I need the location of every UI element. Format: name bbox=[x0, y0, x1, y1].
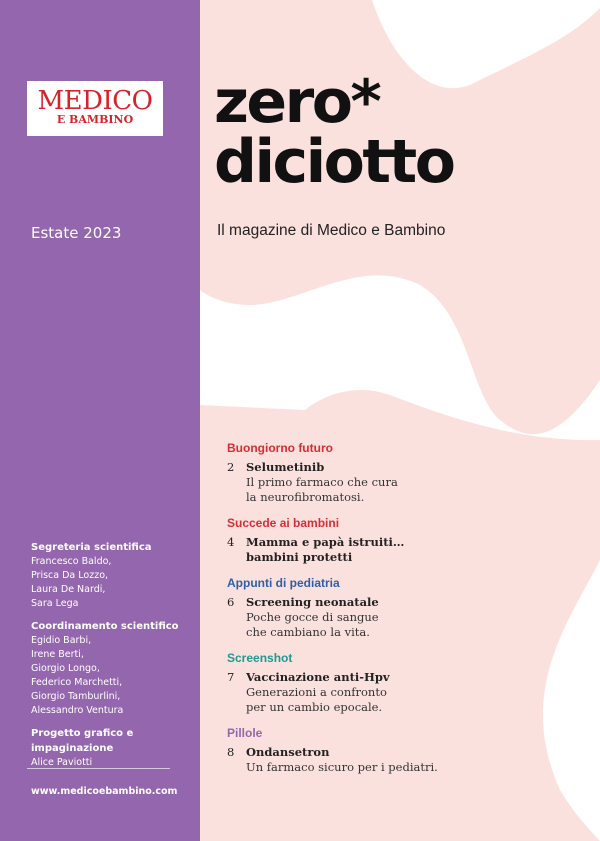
credit-name: Irene Berti, bbox=[31, 649, 84, 660]
title-line-1: zero* bbox=[214, 67, 380, 137]
website-link[interactable]: www.medicoebambino.com bbox=[31, 786, 178, 797]
toc-page-number: 7 bbox=[227, 670, 235, 684]
toc-section bbox=[227, 650, 577, 715]
toc-entry[interactable] bbox=[227, 595, 577, 640]
logo-wordmark-top: MEDICO bbox=[37, 86, 153, 116]
credit-name: Sara Lega bbox=[31, 598, 79, 609]
sidebar-divider bbox=[27, 768, 170, 769]
toc-entry-description: Poche gocce di sangue che cambiano la vita. bbox=[246, 610, 379, 639]
toc-page-number: 8 bbox=[227, 745, 235, 759]
toc-section-title: Succede ai bambini bbox=[227, 516, 340, 530]
toc-entry-description: Generazioni a confronto per un cambio epocale. bbox=[246, 685, 387, 714]
toc-entry-title: Mamma e papà istruiti… bambini protetti bbox=[246, 535, 405, 564]
table-of-contents bbox=[227, 440, 577, 785]
credit-heading: Coordinamento scientifico bbox=[31, 621, 179, 632]
toc-entry[interactable] bbox=[227, 535, 577, 565]
toc-entry-title: Vaccinazione anti-Hpv bbox=[246, 670, 390, 684]
toc-entry-title: Screening neonatale bbox=[246, 595, 379, 609]
toc-section-title: Buongiorno futuro bbox=[227, 441, 333, 455]
credit-name: Giorgio Tamburlini, bbox=[31, 691, 121, 702]
credit-name: Alessandro Ventura bbox=[31, 705, 124, 716]
credit-block bbox=[31, 619, 196, 718]
logo-wordmark-bottom: E BAMBINO bbox=[56, 113, 134, 126]
toc-section-title: Appunti di pediatria bbox=[227, 576, 340, 590]
credit-block bbox=[31, 540, 196, 611]
blush-shape-top bbox=[200, 0, 600, 434]
credit-name: Federico Marchetti, bbox=[31, 677, 123, 688]
toc-entry-title: Selumetinib bbox=[246, 460, 325, 474]
sidebar bbox=[0, 0, 200, 841]
toc-page-number: 6 bbox=[227, 595, 235, 609]
magazine-title bbox=[214, 67, 574, 197]
toc-page-number: 4 bbox=[227, 535, 235, 549]
toc-entry[interactable] bbox=[227, 670, 577, 715]
publisher-logo bbox=[27, 81, 163, 136]
credit-block bbox=[31, 726, 196, 770]
tagline: Il magazine di Medico e Bambino bbox=[217, 222, 446, 239]
title-line-2: diciotto bbox=[214, 127, 454, 197]
credit-name: Egidio Barbi, bbox=[31, 635, 92, 646]
toc-entry[interactable] bbox=[227, 460, 577, 505]
credit-name: Giorgio Longo, bbox=[31, 663, 100, 674]
toc-section-title: Screenshot bbox=[227, 651, 293, 665]
toc-entry-description: Un farmaco sicuro per i pediatri. bbox=[246, 760, 438, 774]
toc-section bbox=[227, 725, 577, 775]
credit-name: Laura De Nardi, bbox=[31, 584, 106, 595]
credit-heading: Progetto grafico e impaginazione bbox=[31, 728, 134, 754]
toc-entry-description: Il primo farmaco che cura la neurofibromatosi. bbox=[246, 475, 398, 504]
toc-section bbox=[227, 440, 577, 505]
credit-name: Alice Paviotti bbox=[31, 757, 93, 768]
toc-entry-title: Ondansetron bbox=[246, 745, 330, 759]
credit-name: Francesco Baldo, bbox=[31, 556, 112, 567]
toc-section bbox=[227, 575, 577, 640]
toc-page-number: 2 bbox=[227, 460, 235, 474]
credit-heading: Segreteria scientifica bbox=[31, 542, 152, 553]
credits bbox=[31, 540, 196, 778]
toc-entry[interactable] bbox=[227, 745, 577, 775]
toc-section bbox=[227, 515, 577, 565]
credit-name: Prisca Da Lozzo, bbox=[31, 570, 109, 581]
issue-season: Estate 2023 bbox=[31, 224, 122, 242]
toc-section-title: Pillole bbox=[227, 726, 263, 740]
